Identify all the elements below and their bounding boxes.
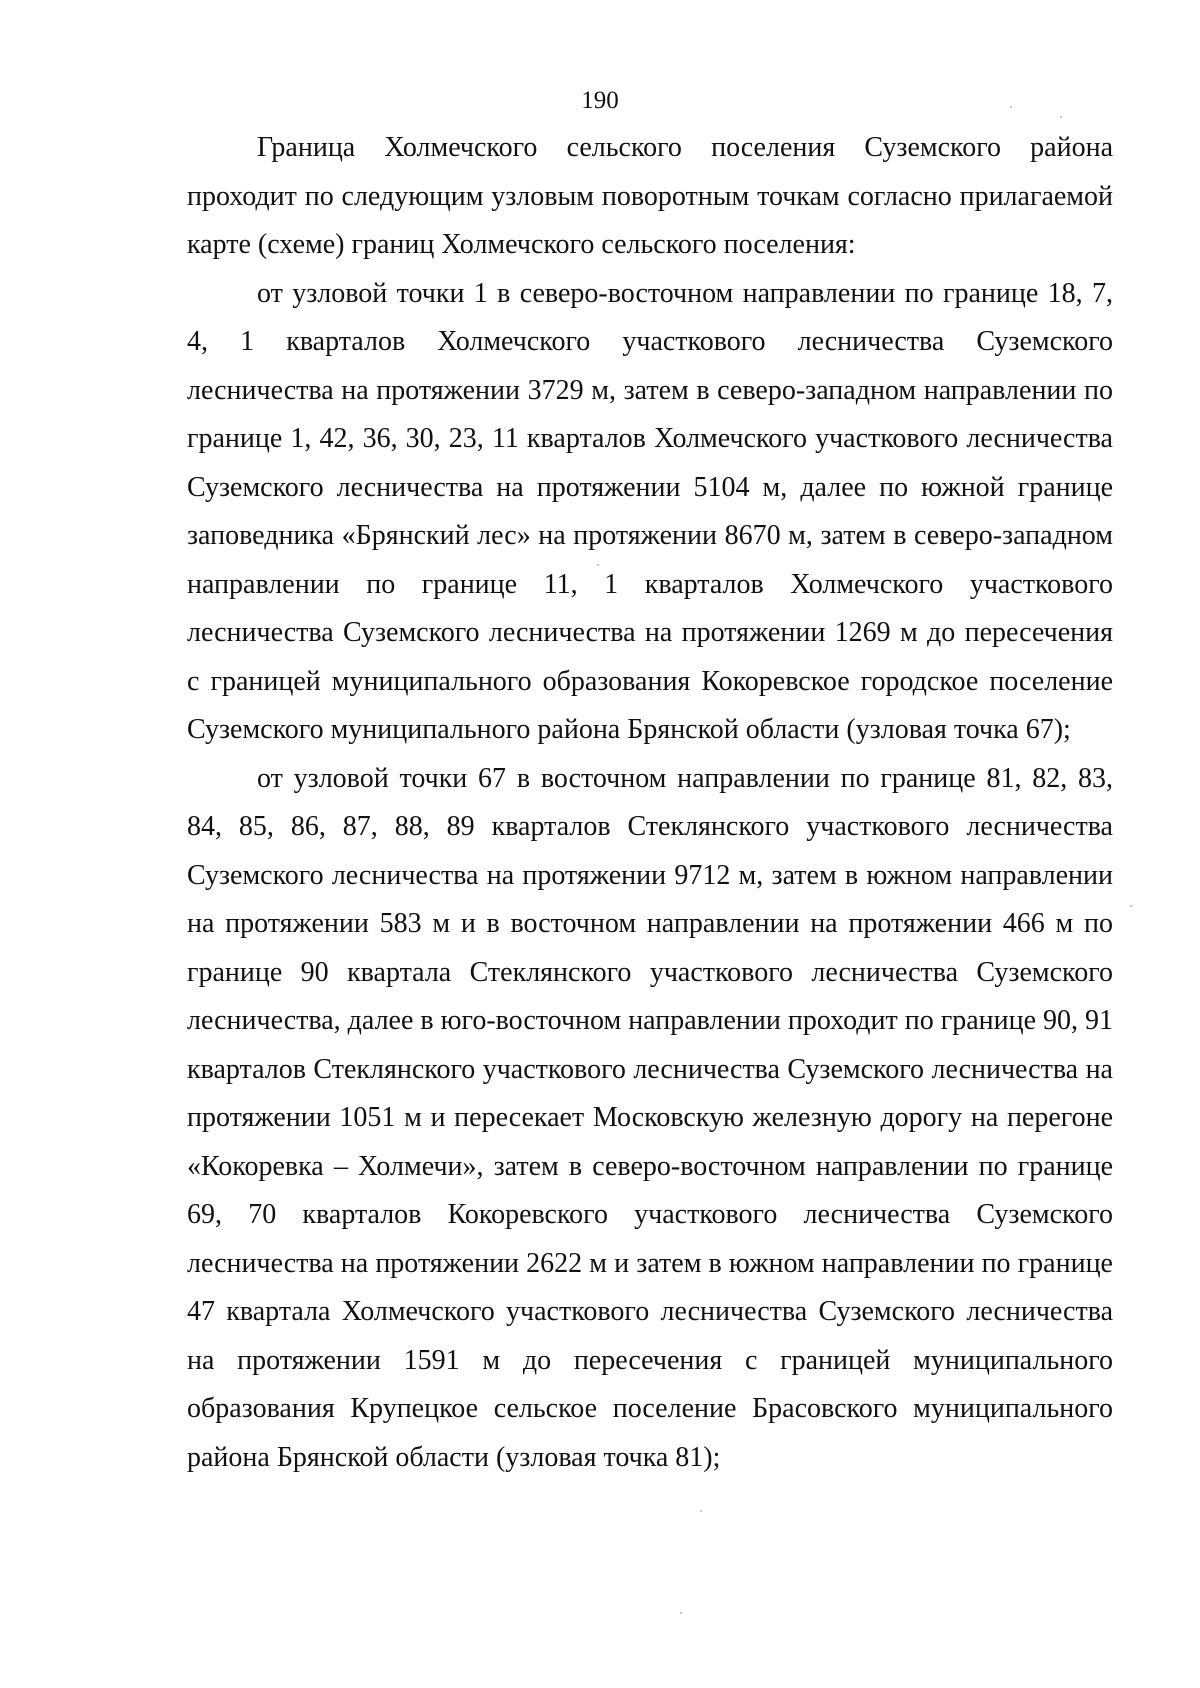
paragraph-boundary-segment-1: от узловой точки 1 в северо-восточном направлении по границе 18, 7, 4, 1 кварталов Холмечского участкового лесничества Суземского лесничества на протяжении 3729 м, затем в северо-западном направлении по границе 1, 42, 36, 30, 23, 11 кварталов Холмечского участкового лесничества Суземского лесничества на протяжении 5104 м, далее по южной границе заповедника «Брянский лес» на протяжении 8670 м, затем в северо-западном направлении по границе 11, 1 кварталов Холмечского участкового лесничества Суземского лесничества на протяжении 1269 м до пересечения с границей муниципального образования Кокоревское городское поселение Суземского муниципального района Брянской области (узловая точка 67);	[187, 277, 1113, 745]
page-number: 190	[581, 87, 619, 114]
document-body	[187, 124, 1113, 1482]
paragraph-boundary-segment-2: от узловой точки 67 в восточном направлении по границе 81, 82, 83, 84, 85, 86, 87, 88, 89 кварталов Стеклянского участкового лесничества Суземского лесничества на протяжении 9712 м, затем в южном направлении на протяжении 583 м и в восточном направлении на протяжении 466 м по границе 90 квартала Стеклянского участкового лесничества Суземского лесничества, далее в юго-восточном направлении проходит по границе 90, 91 кварталов Стеклянского участкового лесничества Суземского лесничества на протяжении 1051 м и пересекает Московскую железную дорогу на перегоне «Кокоревка – Холмечи», затем в северо-восточном направлении по границе 69, 70 кварталов Кокоревского участкового лесничества Суземского лесничества на протяжении 2622 м и затем в южном направлении по границе 47 квартала Холмечского участкового лесничества Суземского лесничества на протяжении 1591 м до пересечения с границей муниципального образования Крупецкое сельское поселение Брасовского муниципального района Брянской области (узловая точка 81);	[187, 762, 1114, 1473]
scan-speck	[597, 564, 599, 566]
scan-speck	[1010, 106, 1012, 108]
scan-speck	[1060, 116, 1062, 118]
paragraph-intro: Граница Холмечского сельского поселения Суземского района проходит по следующим узловым поворотным точкам согласно прилагаемой карте (схеме) границ Холмечского сельского поселения:	[187, 132, 1113, 260]
scan-speck	[700, 1510, 702, 1512]
scan-speck	[1130, 905, 1132, 907]
scan-speck	[680, 1612, 682, 1614]
